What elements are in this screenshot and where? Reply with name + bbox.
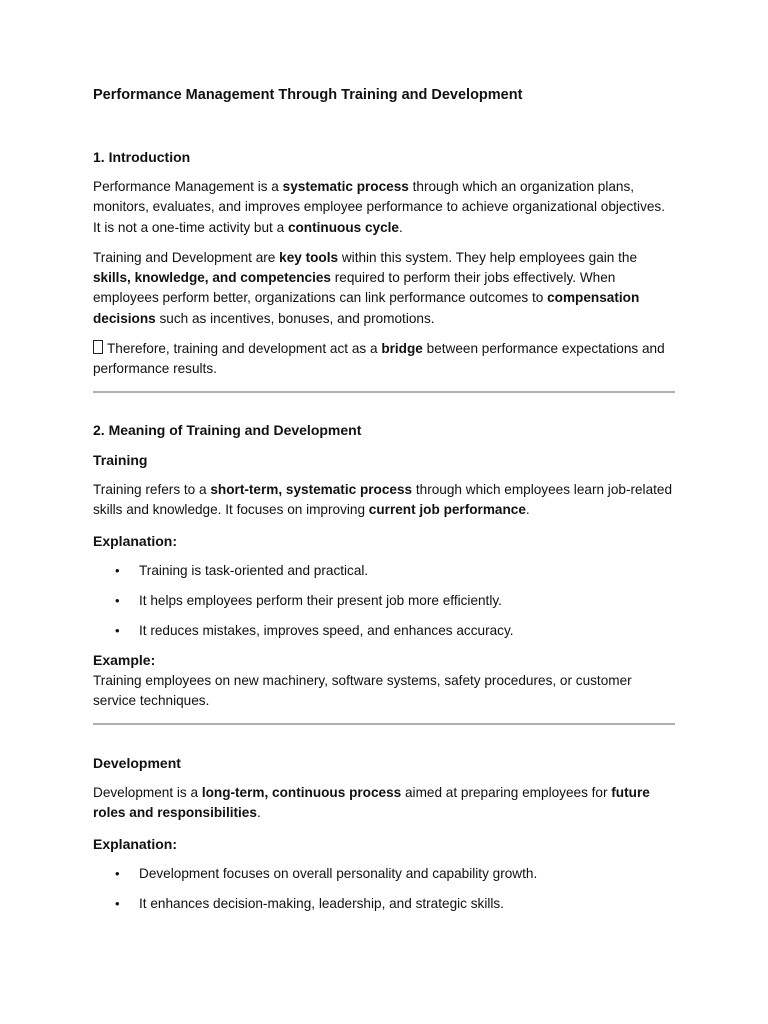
horizontal-divider xyxy=(93,391,675,393)
training-example-text: Training employees on new machinery, software systems, safety procedures, or customer service techniques. xyxy=(93,672,632,708)
intro-paragraph-1: Performance Management is a systematic process through which an organization plans, monitors, evaluates, and improves employee performance to achieve organizational objectives. It is not a one-time activity but a continuous cycle. xyxy=(93,179,665,235)
development-paragraph: Development is a long-term, continuous process aimed at preparing employees for future roles and responsibilities. xyxy=(93,785,650,821)
bullet-icon: • xyxy=(115,865,120,881)
bullet-icon: • xyxy=(115,592,120,608)
development-heading: Development xyxy=(93,755,181,771)
bold-term: bridge xyxy=(381,341,423,357)
meaning-section xyxy=(93,420,675,711)
bullet-icon: • xyxy=(115,622,120,638)
bullet-icon: • xyxy=(115,895,120,911)
development-bullet-list xyxy=(93,864,675,914)
intro-section xyxy=(93,147,675,380)
list-item: • It helps employees perform their present job more efficiently. xyxy=(93,591,675,611)
bold-term: current job performance xyxy=(368,502,526,518)
bold-term: continuous cycle xyxy=(287,219,399,235)
training-example-heading: Example: xyxy=(93,651,156,668)
horizontal-divider xyxy=(93,723,675,725)
intro-paragraph-2: Training and Development are key tools within this system. They help employees gain the skills, knowledge, and competencies required to perform their jobs effectively. When employees perform better, organizations can link performance outcomes to compensation decisions such as incentives, bonuses, and promotions. xyxy=(93,249,640,326)
intro-heading: 1. Introduction xyxy=(93,149,191,165)
training-heading: Training xyxy=(93,452,148,468)
bold-term: systematic process xyxy=(282,179,409,194)
bullet-icon: • xyxy=(115,562,120,578)
meaning-heading: 2. Meaning of Training and Development xyxy=(93,422,362,438)
bold-term: skills, knowledge, and competencies xyxy=(93,270,331,286)
list-item: • Development focuses on overall personality and capability growth. xyxy=(93,864,675,884)
development-section xyxy=(93,753,675,914)
intro-paragraph-3: Therefore, training and development act as a bridge between performance expectations and performance results. xyxy=(93,341,665,377)
missing-glyph-icon xyxy=(93,340,103,354)
bold-term: short-term, systematic process xyxy=(210,482,413,497)
bold-term: future roles and responsibilities xyxy=(93,785,650,821)
list-item: • It reduces mistakes, improves speed, and enhances accuracy. xyxy=(93,621,675,641)
bold-term: long-term, continuous process xyxy=(201,785,402,800)
bold-term: key tools xyxy=(279,249,339,265)
list-item: • Training is task-oriented and practical. xyxy=(93,561,675,581)
development-explanation-heading: Explanation: xyxy=(93,835,178,852)
training-paragraph: Training refers to a short-term, systematic process through which employees learn job-related skills and knowledge. It focuses on improving current job performance. xyxy=(93,482,673,518)
training-explanation-heading: Explanation: xyxy=(93,532,178,549)
document-title: Performance Management Through Training and Development xyxy=(93,87,523,103)
training-bullet-list xyxy=(93,561,675,641)
bold-term: compensation decisions xyxy=(93,290,640,326)
list-item: • It enhances decision-making, leadership, and strategic skills. xyxy=(93,894,675,914)
